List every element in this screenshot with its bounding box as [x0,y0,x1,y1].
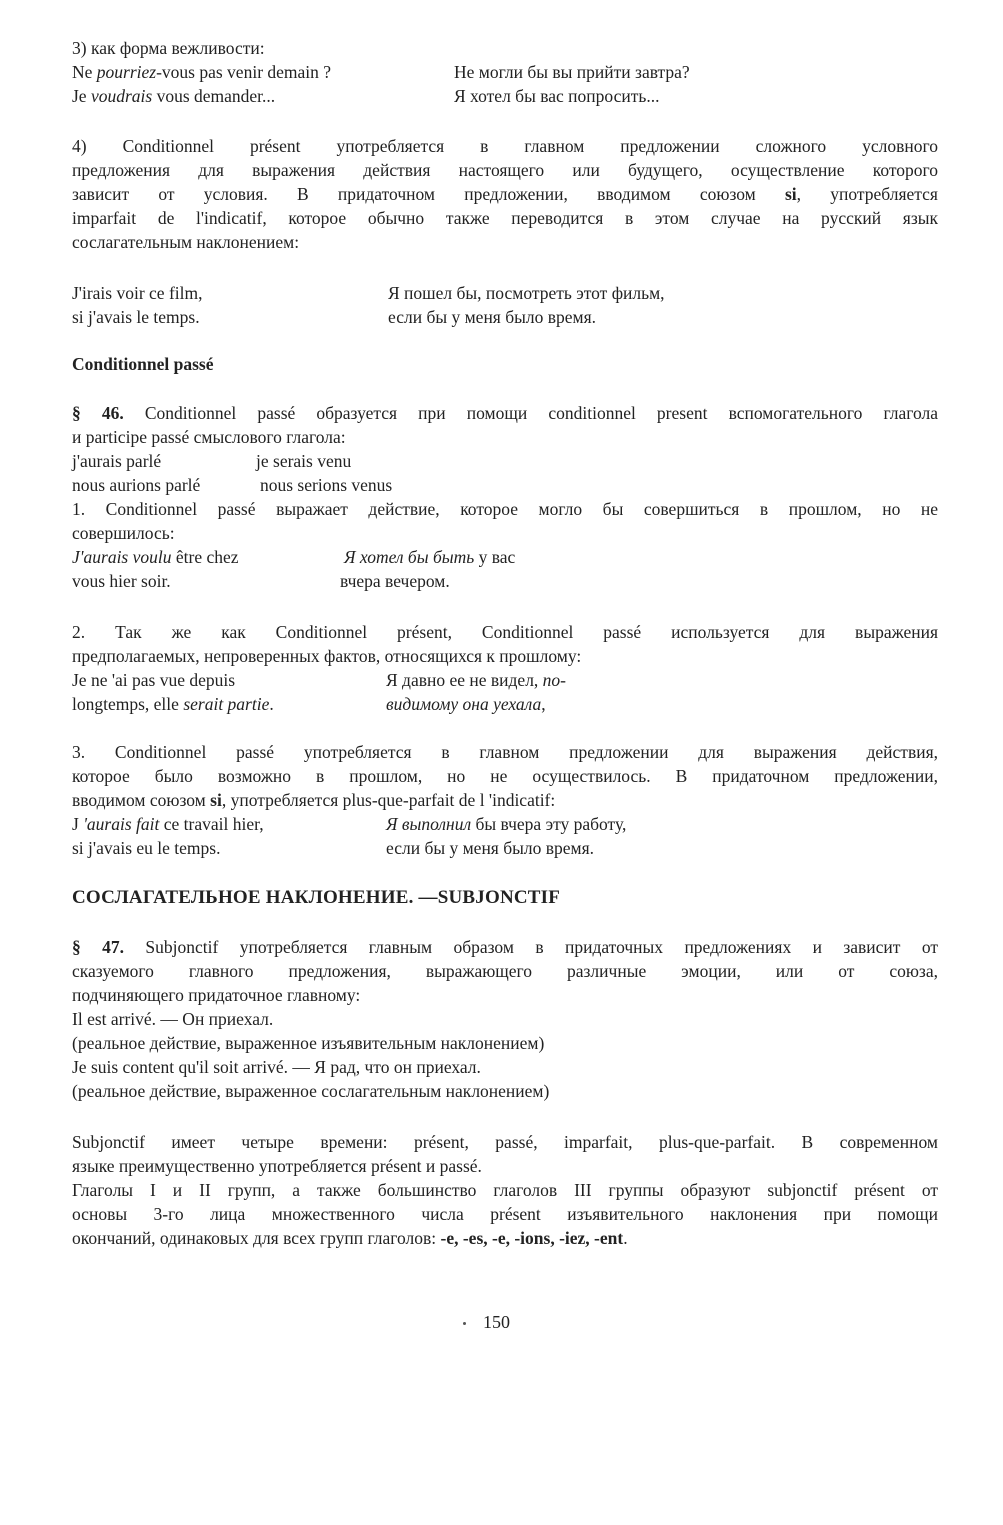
section-heading: Conditionnel passé [72,354,214,374]
section-46: § 46. Conditionnel passé образуется при помощи conditionnel present вспомогательного глагола и participe passé смыслового глагола: j'aurais parlé je serais venu nous aurions parlé nous serions venus 1. Conditionnel passé выражает действие, которое могло бы совершиться в прошлом, но не совершилось: J'aurais voulu être chez Я хотел бы быть у вас vous hier soir. вчера вечером. [72,403,939,591]
conditional-example: J'irais voir ce film, Я пошел бы, посмотреть этот фильм, si j'avais le temps. если бы у меня было время. [72,283,665,327]
page-number: 150 [483,1312,510,1332]
example-row: Ne pourriez-vous pas venir demain ? Не могли бы вы прийти завтра? [72,62,690,82]
example-row: Je voudrais vous demander... Я хотел бы вас попросить... [72,86,660,106]
section-47: § 47. Subjonctif употребляется главным образом в придаточных предложениях и зависит от сказуемого главного предложения, выражающего различные эмоции, или от союза, подчиняющего придаточное главному: Il est arrivé. — Он приехал. (реальное действие, выраженное изъявительным наклонением) Je suis content qu'il soit arrivé. — Я рад, что он приехал. (реальное действие, выраженное сослагательным наклонением) [72,937,938,1101]
subjonctif-tenses: Subjonctif имеет четыре времени: présent, passé, imparfait, plus-que-parfait. В современном языке преимущественно употребляется présent и passé. Глаголы I и II групп, а также большинство глаголов III группы образуют subjonctif présent от основы 3-го лица множественного числа présent изъявительного наклонения при помощи окончаний, одинаковых для всех групп глаголов: -e, -es, -e, -ions, -iez, -ent. [72,1132,938,1248]
politeness-examples [72,36,938,108]
page-dot [463,1322,466,1325]
paragraph-4: 4) Conditionnel présent употребляется в главном предложении сложного условного предложения для выражения действия настоящего или будущего, осуществление которого зависит от условия. В придаточном предложении, вводимом союзом si, употребляется imparfait de l'indicatif, которое обычно также переводится в этом случае на русский язык сослагательным наклонением: [72,136,938,252]
intro-line: 3) как форма вежливости: [72,38,265,58]
section-46-point-2: 2. Так же как Conditionnel présent, Conditionnel passé используется для выражения предполагаемых, непроверенных фактов, относящихся к прошлому: Je ne 'ai pas vue depuis Я давно ее не видел, по- longtemps, elle serait partie. видимому она уехала, [72,622,938,714]
section-46-point-3: 3. Conditionnel passé употребляется в главном предложении для выражения действия, которое было возможно в прошлом, но не осуществилось. В придаточном предложении, вводимом союзом si, употребляется plus-que-parfait de l 'indicatif: J 'aurais fait ce travail hier, Я выполнил бы вчера эту работу, si j'avais eu le temps. если бы у меня было время. [72,742,938,858]
chapter-heading: СОСЛАГАТЕЛЬНОЕ НАКЛОНЕНИЕ. —SUBJONCTIF [72,887,561,908]
